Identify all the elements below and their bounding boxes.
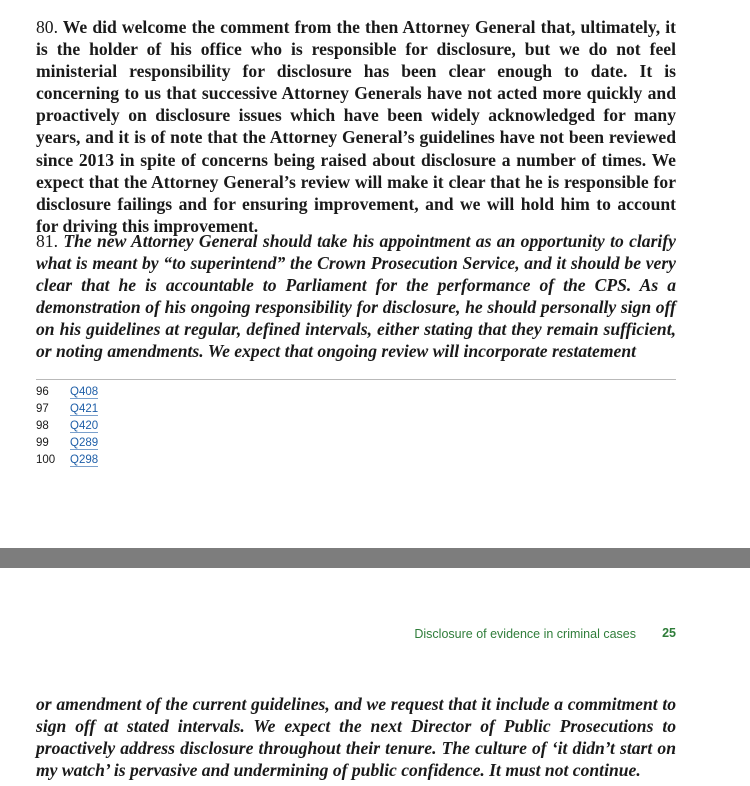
footnote-number: 98	[36, 420, 49, 432]
footnote-item	[36, 452, 98, 469]
footnote-number: 96	[36, 386, 49, 398]
paragraph-number: 80.	[36, 17, 58, 37]
paragraph-81	[36, 230, 676, 363]
footnote-link[interactable]: Q420	[70, 420, 99, 432]
footnote-number: 100	[36, 454, 56, 466]
footnote-divider	[36, 379, 676, 380]
footnote-link[interactable]: Q408	[70, 386, 99, 398]
footnote-item	[36, 418, 98, 435]
paragraph-text: We did welcome the comment from the then Attorney General that, ultimately, it is the holder of his office who is responsible for disclosure, but we do not feel ministerial responsibility for disclosure has been clear enough to date. It is concerning to us that successive Attorney Generals have not acted more quickly and proactively on disclosure issues which have been widely acknowledged for many years, and it is of note that the Attorney General’s guidelines have not been reviewed since 2013 in spite of concerns being raised about disclosure a number of times. We expect that the Attorney General’s review will make it clear that he is responsible for disclosure failings and for ensuring improvement, and we will hold him to account for driving this improvement.	[36, 17, 676, 236]
paragraph-81-continued	[36, 693, 676, 781]
footnote-list	[36, 384, 98, 469]
footnote-item	[36, 435, 98, 452]
footnote-link[interactable]: Q289	[70, 437, 99, 449]
page-separator	[0, 548, 750, 568]
footnote-number: 99	[36, 437, 49, 449]
paragraph-number: 81.	[36, 231, 58, 251]
footnote-number: 97	[36, 403, 49, 415]
footnote-link[interactable]: Q298	[70, 454, 99, 466]
page-lower	[0, 568, 750, 786]
paragraph-80	[36, 16, 676, 237]
footnote-item	[36, 384, 98, 401]
running-header-title: Disclosure of evidence in criminal cases	[414, 627, 636, 641]
footnote-item	[36, 401, 98, 418]
paragraph-text: The new Attorney General should take his appointment as an opportunity to clarify what is meant by “to superintend” the Crown Prosecution Service, and it should be very clear that he is accountable to Parliament for the performance of the CPS. As a demonstration of his ongoing responsibility for disclosure, he should personally sign off on his guidelines at regular, defined intervals, either stating that they remain sufficient, or noting amendments. We expect that ongoing review will incorporate restatement	[36, 231, 676, 362]
page-number: 25	[662, 626, 676, 640]
paragraph-text: or amendment of the current guidelines, and we request that it include a commitment to sign off at stated intervals. We expect the next Director of Public Prosecutions to proactively address disclosure throughout their tenure. The culture of ‘it didn’t start on my watch’ is pervasive and undermining of public confidence. It must not continue.	[36, 694, 676, 781]
footnote-link[interactable]: Q421	[70, 403, 99, 415]
